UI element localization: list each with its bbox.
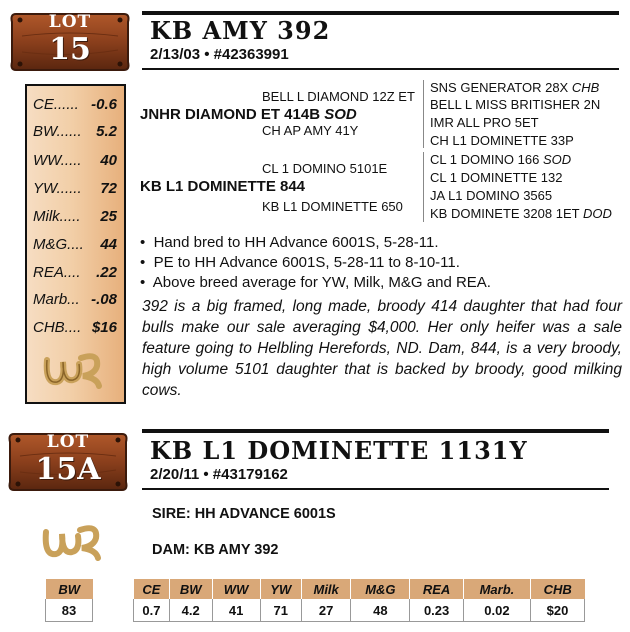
lot-number: 15 [49, 32, 91, 67]
epd-header: CE [134, 579, 170, 599]
bw-value: 83 [46, 599, 93, 622]
sire [140, 106, 357, 123]
dam: KB L1 DOMINETTE 844 [140, 178, 306, 195]
stat-label: BW...... [33, 123, 82, 140]
stat-value: $16 [91, 319, 117, 336]
stat-value: 72 [100, 180, 117, 197]
pedigree-divider [423, 152, 424, 222]
dam-dam: KB L1 DOMINETTE 650 [262, 199, 403, 214]
sire-name: JNHR DIAMOND ET 414B [140, 106, 321, 123]
epd-value: 0.23 [410, 599, 464, 622]
stat-label: Milk..... [33, 208, 81, 225]
lot-badge [4, 426, 132, 498]
lot-label: LOT [46, 432, 90, 452]
ranch-brand-icon [41, 348, 105, 390]
epd-header: WW [212, 579, 260, 599]
birth-weight-table [45, 579, 93, 622]
epd-value: 71 [260, 599, 301, 622]
stat-label: Marb... [33, 291, 80, 308]
pedigree-divider [423, 80, 424, 148]
pedigree-name: KB DOMINETE 3208 1ET [430, 206, 580, 221]
epd-value: $20 [530, 599, 584, 622]
stat-label: WW..... [33, 152, 82, 169]
epd-header: BW [169, 579, 212, 599]
stat-value: 25 [100, 208, 117, 225]
stat-label: YW...... [33, 180, 82, 197]
epd-value: 48 [351, 599, 410, 622]
grand-sire-1 [430, 81, 599, 95]
animal-name: KB AMY 392 [150, 16, 331, 45]
pedigree-tag: SOD [542, 152, 572, 167]
grand-sire-3 [430, 153, 571, 167]
epd-stats-panel [25, 84, 126, 404]
bullet-item: • Above breed average for YW, Milk, M&G and REA. [140, 274, 491, 291]
stat-value: -.08 [91, 291, 117, 308]
bullet-text: PE to HH Advance 6001S, 5-28-11 to 8-10-11. [153, 254, 460, 271]
stat-label: REA.... [33, 264, 81, 281]
epd-header: Marb. [463, 579, 530, 599]
birthdate-registration: 2/13/03 • #42363991 [150, 46, 289, 63]
dam-sire: CL 1 DOMINO 5101E [262, 161, 388, 176]
stat-label: CE...... [33, 96, 79, 113]
grand-dam-4 [430, 207, 612, 221]
epd-value: 27 [301, 599, 350, 622]
epd-table [133, 579, 585, 622]
sire-tag: SOD [324, 106, 357, 123]
lot-number: 15A [35, 452, 101, 487]
birthdate-registration: 2/20/11 • #43179162 [150, 466, 288, 483]
bullet-item: • PE to HH Advance 6001S, 5-28-11 to 8-10-11. [140, 254, 460, 271]
sire-dam: CH AP AMY 41Y [262, 123, 359, 138]
stat-value: 5.2 [96, 123, 117, 140]
lot-label: LOT [48, 12, 92, 32]
grand-dam-2: CH L1 DOMINETTE 33P [430, 133, 574, 148]
pedigree-name: SNS GENERATOR 28X [430, 80, 569, 95]
bw-header: BW [46, 579, 93, 599]
pedigree-tag: DOD [582, 206, 612, 221]
stat-value: .22 [96, 264, 117, 281]
epd-header: Milk [301, 579, 350, 599]
pedigree-name: CL 1 DOMINO 166 [430, 152, 540, 167]
epd-value: 4.2 [169, 599, 212, 622]
epd-header-row [134, 579, 585, 599]
title-rule [142, 429, 609, 433]
epd-header: M&G [351, 579, 410, 599]
grand-sire-4: JA L1 DOMINO 3565 [430, 188, 553, 203]
subtitle-rule [142, 488, 609, 490]
ranch-brand-icon [40, 520, 104, 562]
epd-value: 0.7 [134, 599, 170, 622]
sire-line: SIRE: HH ADVANCE 6001S [152, 506, 336, 522]
bullet-item: • Hand bred to HH Advance 6001S, 5-28-11. [140, 234, 439, 251]
stat-label: M&G.... [33, 236, 84, 253]
grand-dam-1: BELL L MISS BRITISHER 2N [430, 97, 601, 112]
dam-line: DAM: KB AMY 392 [152, 542, 279, 558]
epd-value: 41 [212, 599, 260, 622]
epd-value-row [134, 599, 585, 622]
epd-header: CHB [530, 579, 584, 599]
bullet-text: Above breed average for YW, Milk, M&G and REA. [152, 274, 491, 291]
bullet-text: Hand bred to HH Advance 6001S, 5-28-11. [153, 234, 439, 251]
grand-sire-2: IMR ALL PRO 5ET [430, 115, 539, 130]
pedigree-tag: CHB [571, 80, 600, 95]
subtitle-rule [142, 68, 619, 70]
stat-label: CHB.... [33, 319, 82, 336]
epd-header: REA [410, 579, 464, 599]
stat-value: 44 [100, 236, 117, 253]
stat-value: -0.6 [91, 96, 117, 113]
description: 392 is a big framed, long made, broody 414 daughter that had four bulls make our sale averaging $4,000. Her only heifer was a sale feature going to Helbling Herefords, ND. Dam, 844, is a very broody, high volume 5101 daughter that is backed by broody, good milking cows. [142, 298, 622, 399]
stat-value: 40 [100, 152, 117, 169]
epd-value: 0.02 [463, 599, 530, 622]
title-rule [142, 11, 619, 15]
grand-dam-3: CL 1 DOMINETTE 132 [430, 170, 563, 185]
epd-header: YW [260, 579, 301, 599]
sire-sire: BELL L DIAMOND 12Z ET [262, 89, 415, 104]
lot-badge [6, 6, 134, 78]
animal-name: KB L1 DOMINETTE 1131Y [150, 436, 528, 465]
